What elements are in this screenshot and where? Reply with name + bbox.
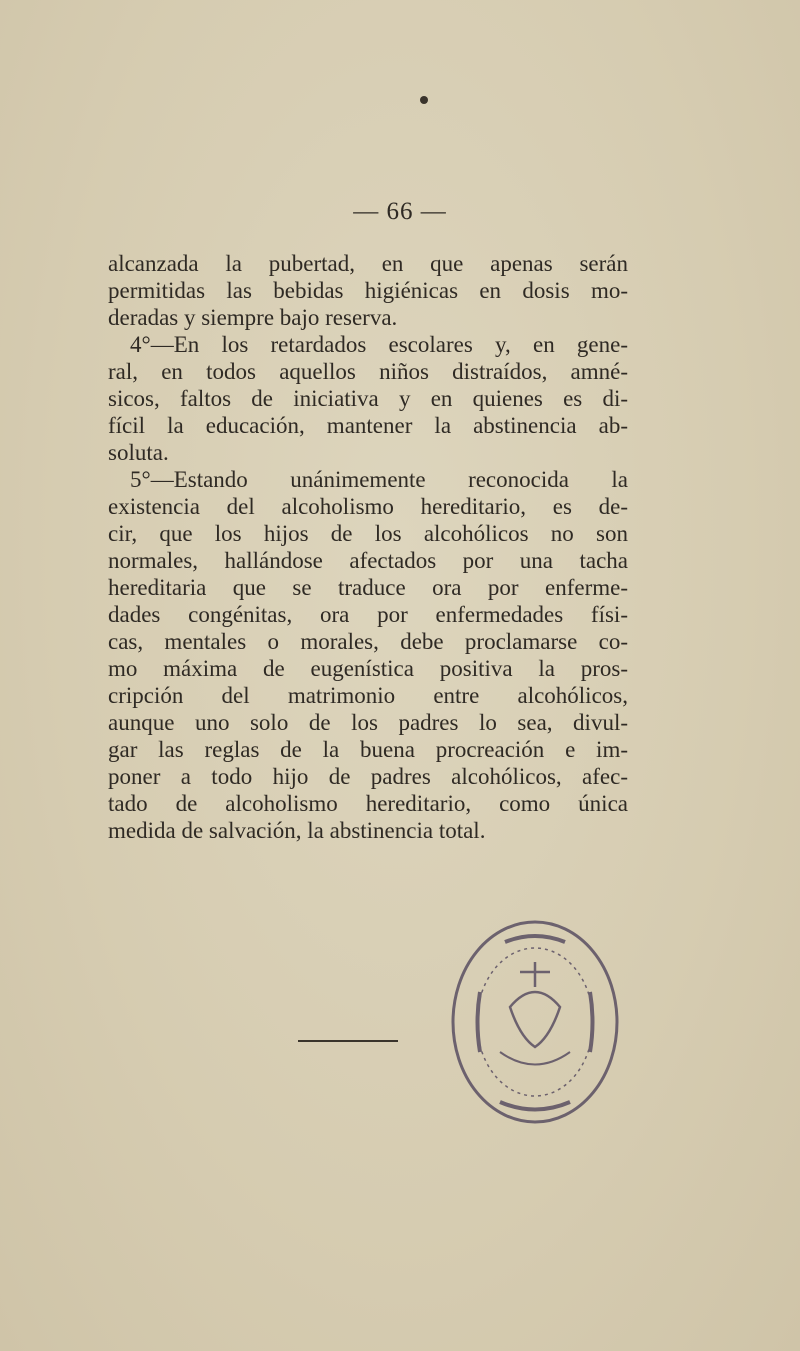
text-line: 4°—En los retardados escolares y, en gene- <box>130 332 628 357</box>
text-line: cir, que los hijos de los alcohólicos no son <box>108 521 628 546</box>
text-line: aunque uno solo de los padres lo sea, divul- <box>108 710 628 735</box>
text-line: gar las reglas de la buena procreación e im- <box>108 737 628 762</box>
library-stamp <box>440 912 630 1142</box>
text-line: tado de alcoholismo hereditario, como única <box>108 791 628 816</box>
text-line: hereditaria que se traduce ora por enferme- <box>108 575 628 600</box>
text-line: poner a todo hijo de padres alcohólicos, afec- <box>108 764 628 789</box>
page-number: — 66 — <box>353 198 447 225</box>
text-line: cripción del matrimonio entre alcohólicos, <box>108 683 628 708</box>
text-line: ral, en todos aquellos niños distraídos, amné- <box>108 359 628 384</box>
text-line: 5°—Estando unánimemente reconocida la <box>130 467 628 492</box>
ink-dot <box>420 96 428 104</box>
text-line: fícil la educación, mantener la abstinencia ab- <box>108 413 628 438</box>
text-line: permitidas las bebidas higiénicas en dosis mo- <box>108 278 628 303</box>
text-line: mo máxima de eugenística positiva la pros- <box>108 656 628 681</box>
text-line: deradas y siempre bajo reserva. <box>108 305 398 330</box>
text-line: alcanzada la pubertad, en que apenas serán <box>108 251 628 276</box>
text-line: existencia del alcoholismo hereditario, es de- <box>108 494 628 519</box>
text-line: dades congénitas, ora por enfermedades físi- <box>108 602 628 627</box>
text-line: soluta. <box>108 440 169 465</box>
body-text <box>108 250 628 844</box>
text-line: normales, hallándose afectados por una tacha <box>108 548 628 573</box>
divider-rule <box>298 1040 398 1042</box>
text-line: cas, mentales o morales, debe proclamarse co- <box>108 629 628 654</box>
text-line: medida de salvación, la abstinencia total. <box>108 818 486 843</box>
text-line: sicos, faltos de iniciativa y en quienes es di- <box>108 386 628 411</box>
